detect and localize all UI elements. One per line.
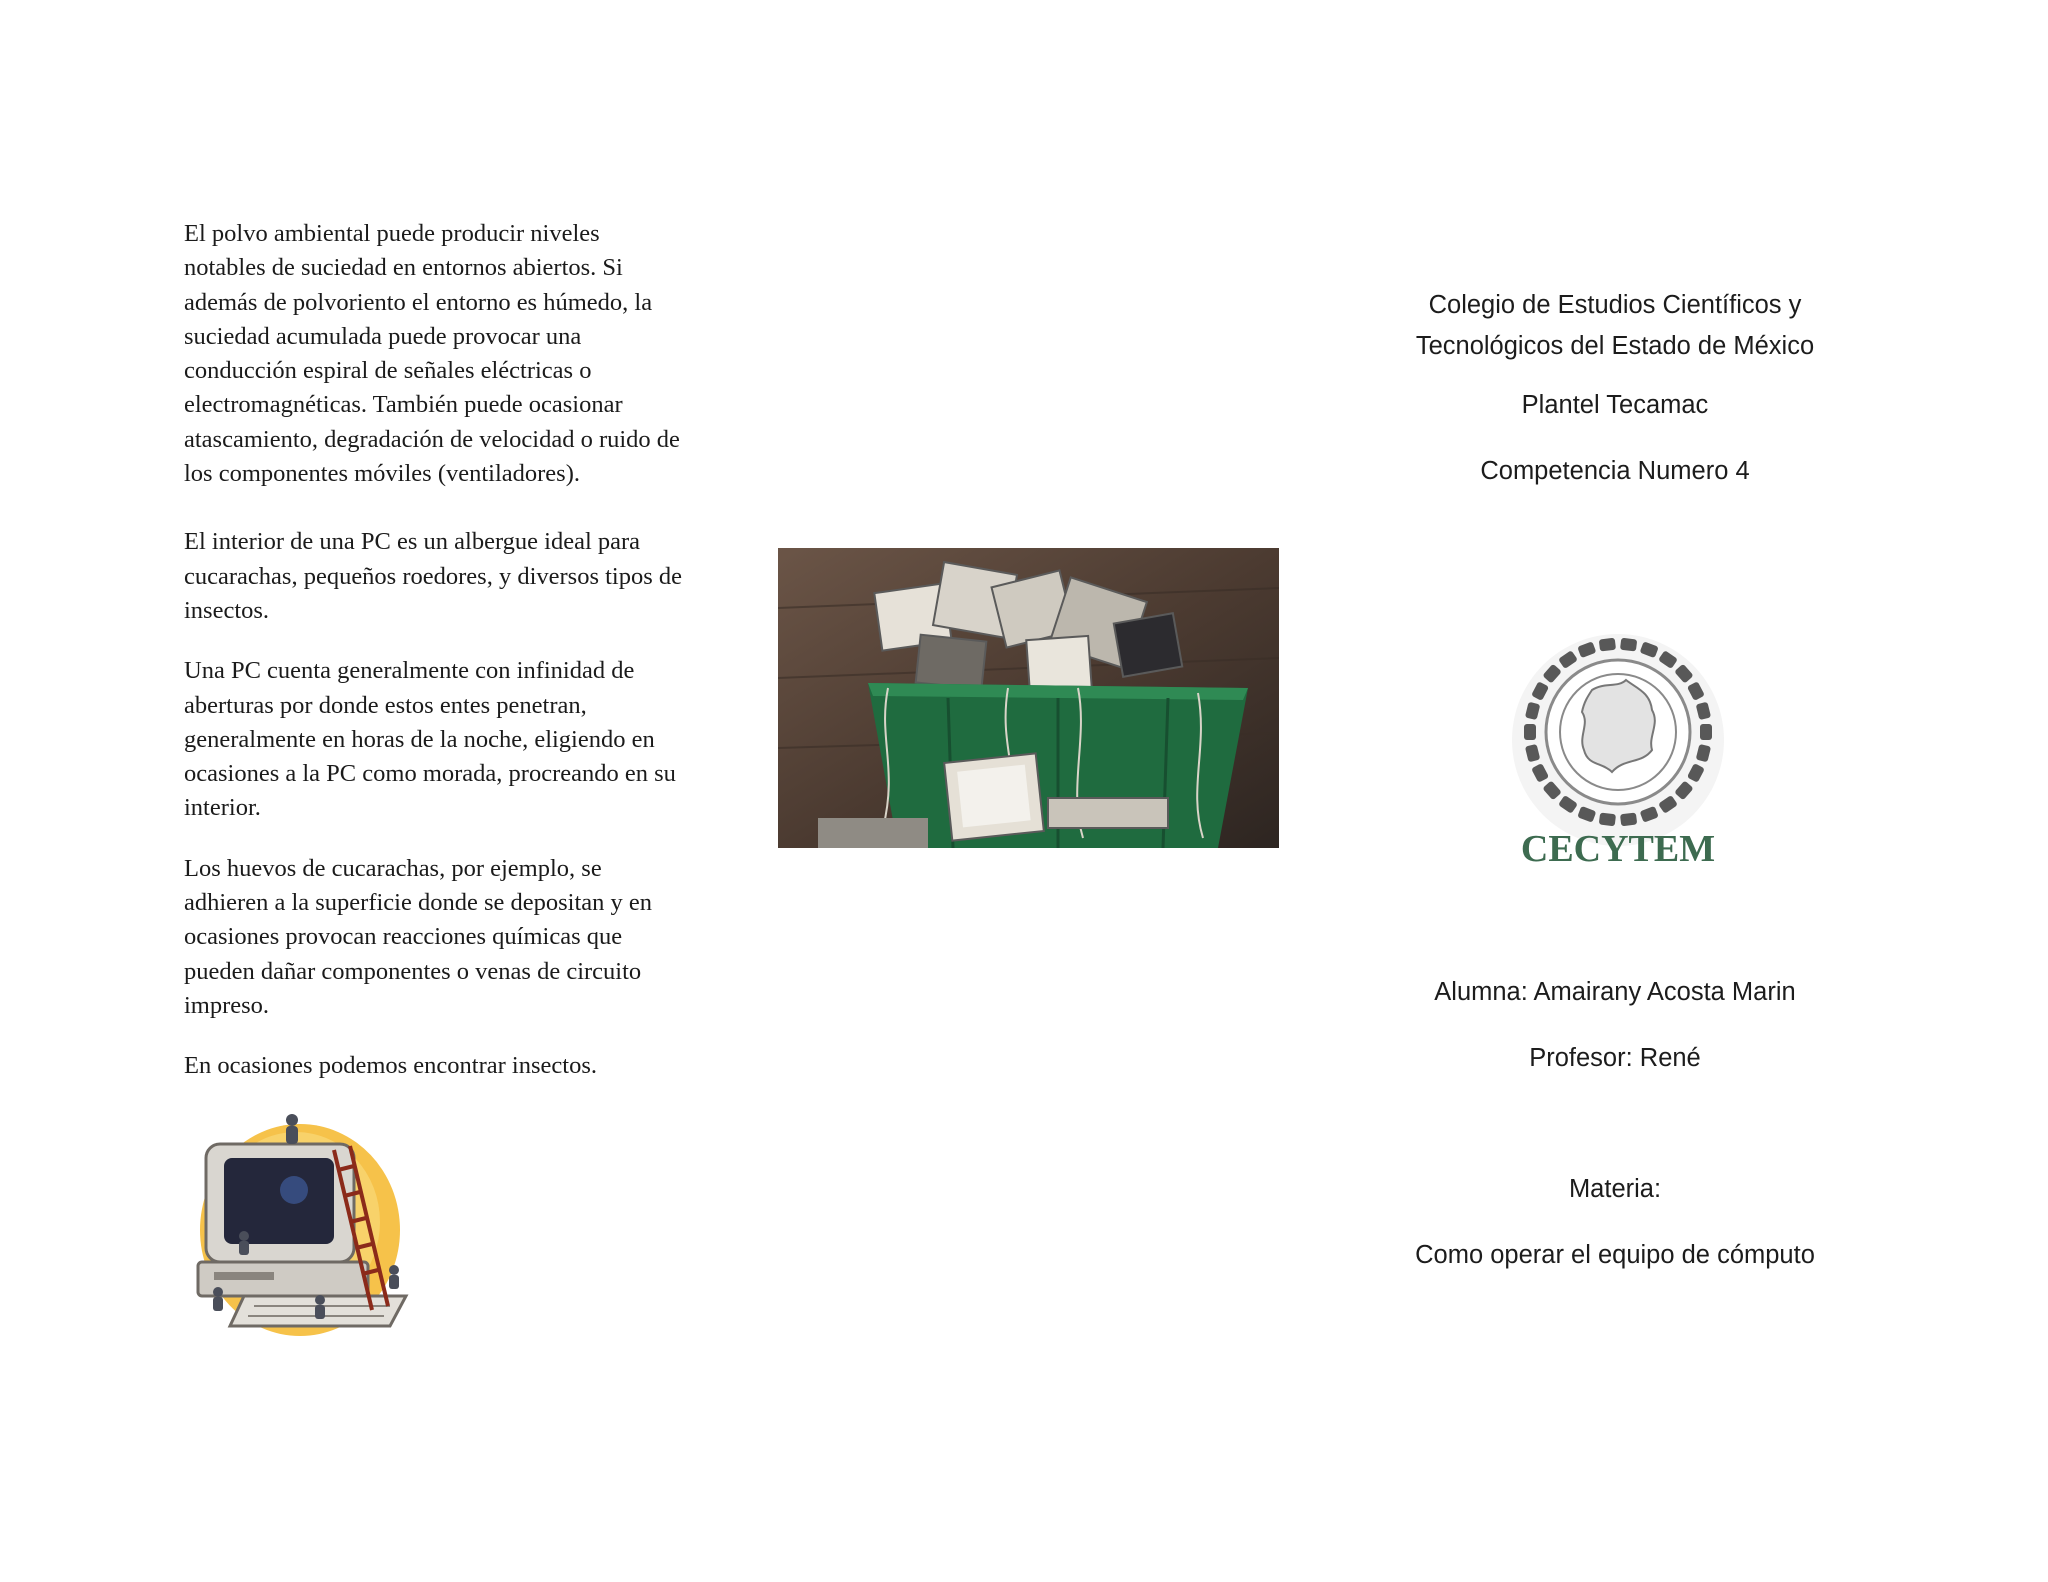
- left-column: [184, 217, 684, 1110]
- paragraph-openings: Una PC cuenta generalmente con infinidad de aberturas por donde estos entes penetran, generalmente en horas de la noche, eligiendo en ocasiones a la PC como morada, procreando en su interior.: [184, 657, 676, 822]
- logo-ring-block: [1599, 638, 1616, 652]
- computer-dumpster-photo: [778, 548, 1279, 848]
- computer-bugs-clipart: [184, 1110, 416, 1342]
- paragraph-pc-shelter: El interior de una PC es un albergue ideal para cucarachas, pequeños roedores, y diversos tipos de insectos.: [184, 528, 683, 624]
- subject-label: Materia:: [1568, 1175, 1662, 1203]
- school-name-line1: Colegio de Estudios Científicos y: [1428, 291, 1802, 319]
- paragraph-insects: En ocasiones podemos encontrar insectos.: [184, 1052, 597, 1080]
- logo-ring-block: [1599, 812, 1616, 826]
- logo-ring-block: [1620, 638, 1637, 652]
- campus-name: Plantel Tecamac: [1521, 391, 1709, 419]
- logo-ring-block: [1700, 724, 1712, 740]
- paragraph-dust: El polvo ambiental puede producir niveles notables de suciedad en entornos abiertos. Si además de polvoriento el entorno es húmedo, la suciedad acumulada puede provocar una conducción espiral de señales eléctricas o electromagnéticas. También puede ocasionar atascamiento, degradación de velocidad o ruido de los componentes móviles (ventiladores).: [184, 220, 680, 488]
- paragraph-cockroach-eggs: Los huevos de cucarachas, por ejemplo, se adhieren a la superficie donde se depositan y en ocasiones provocan reacciones químicas que pueden dañar componentes o venas de circuito impreso.: [184, 854, 653, 1019]
- logo-ring-block: [1620, 812, 1637, 826]
- student-name: Alumna: Amairany Acosta Marin: [1434, 978, 1796, 1006]
- competence-title: Competencia Numero 4: [1480, 457, 1750, 485]
- school-name-line2: Tecnológicos del Estado de México: [1415, 332, 1815, 360]
- logo-wordmark: CECYTEM: [1520, 828, 1716, 870]
- cecytem-logo: [1500, 632, 1760, 882]
- teacher-name: Profesor: René: [1529, 1044, 1701, 1072]
- logo-ring-block: [1524, 724, 1536, 740]
- subject-name: Como operar el equipo de cómputo: [1415, 1241, 1815, 1269]
